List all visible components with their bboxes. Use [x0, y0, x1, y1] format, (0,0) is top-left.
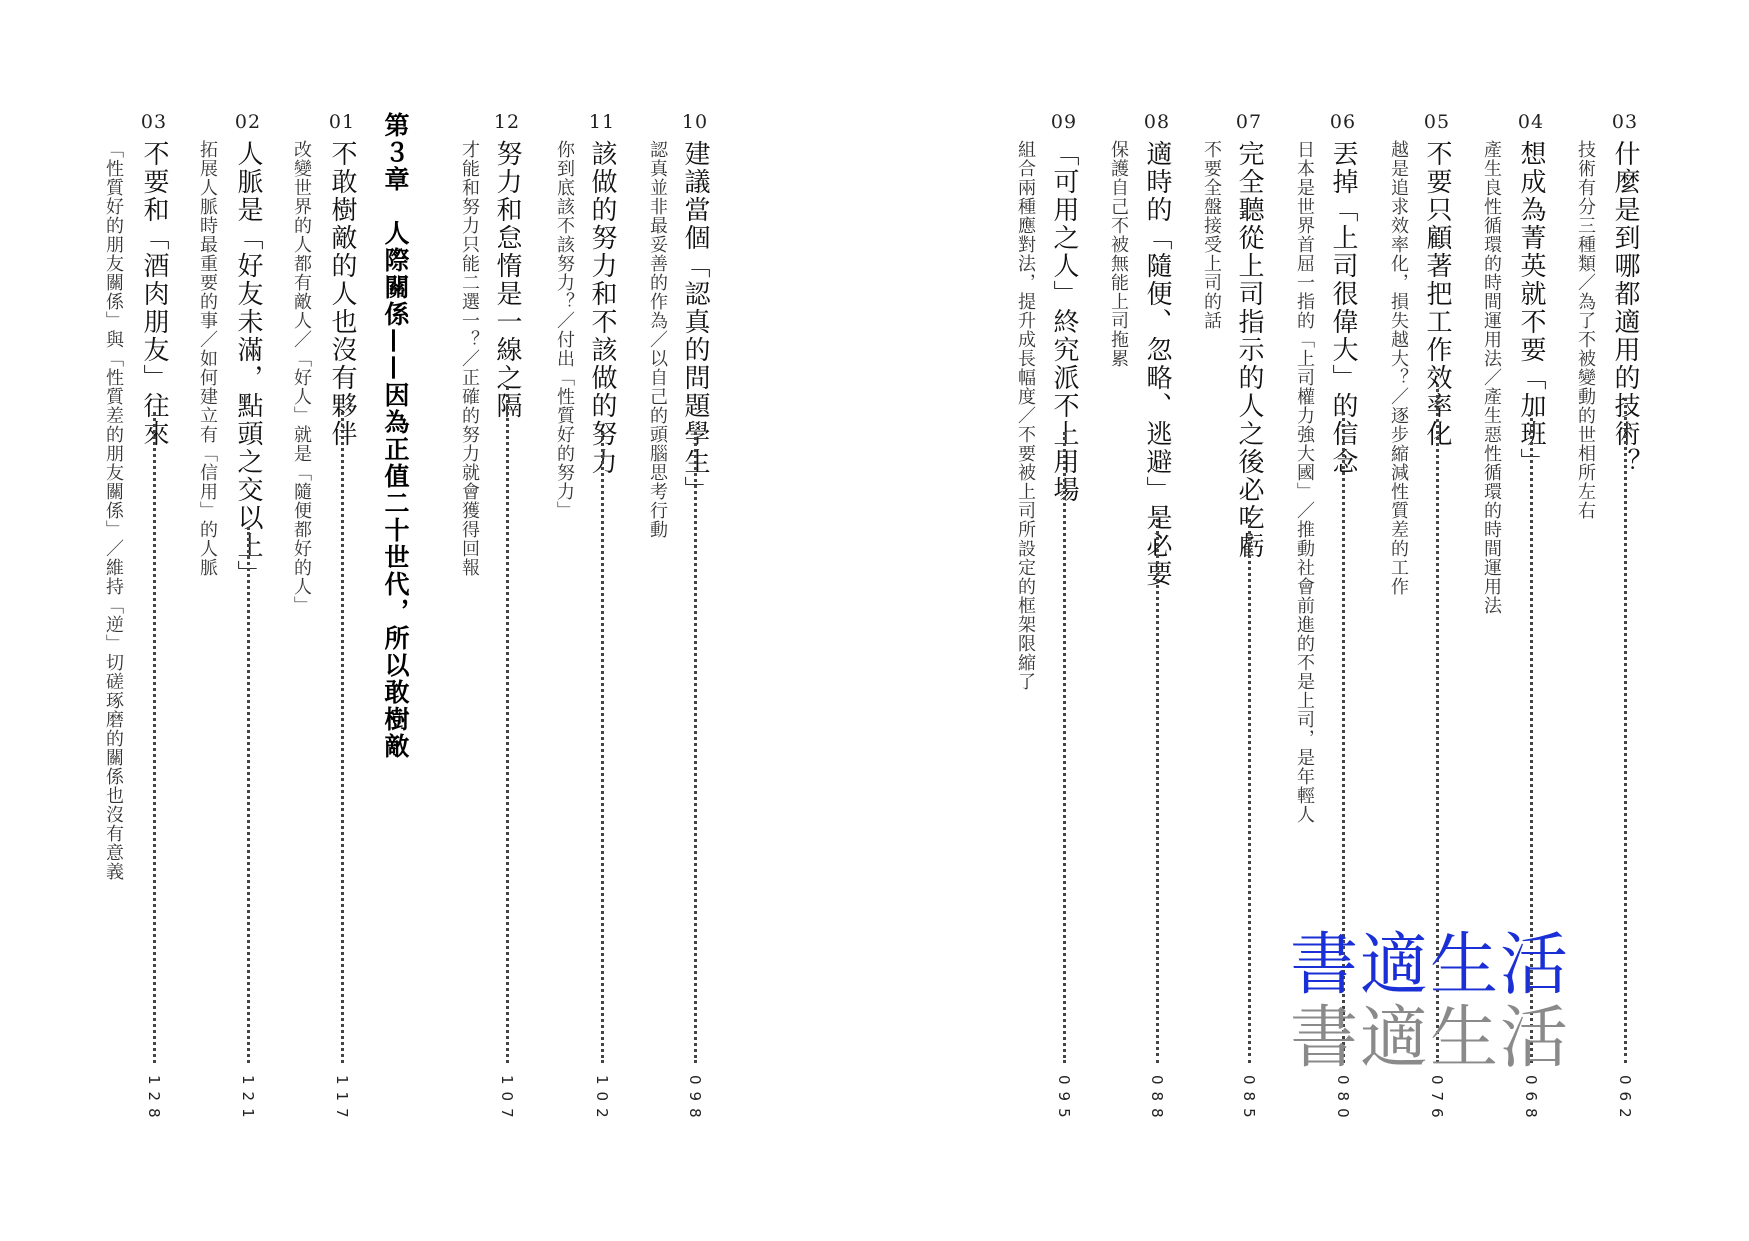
entry-subtitle: 產生良性循環的時間運用法／產生惡性循環的時間運用法: [1481, 140, 1502, 615]
page-number: 062: [1616, 1075, 1634, 1125]
dot-leader: [341, 412, 344, 1063]
page-number: 128: [145, 1075, 163, 1125]
entry-subtitle: 保護自己不被無能上司拖累: [1108, 140, 1129, 368]
page-number: 102: [593, 1075, 611, 1125]
page-number: 088: [1148, 1075, 1166, 1125]
entry-number: 03: [1611, 111, 1639, 133]
entry-title: 想成為菁英就不要「加班」: [1516, 140, 1546, 476]
entry-number: 02: [234, 111, 262, 133]
entry-number: 04: [1517, 111, 1545, 133]
page-number: 068: [1522, 1075, 1540, 1125]
entry-subtitle: 改變世界的人都有敵人／「好人」就是「隨便都好的人」: [291, 140, 312, 615]
entry-number: 07: [1235, 111, 1263, 133]
page-number: 076: [1428, 1075, 1446, 1125]
entry-title: 建議當個「認真的問題學生」: [680, 140, 710, 504]
entry-subtitle: 越是追求效率化，損失越大？／逐步縮減性質差的工作: [1388, 140, 1409, 596]
dot-leader: [694, 432, 697, 1063]
entry-subtitle: 「性質好的朋友關係」與「性質差的朋友關係」／維持「逆」切磋琢磨的關係也沒有意義: [103, 140, 124, 881]
dot-leader: [601, 432, 604, 1063]
dot-leader: [1063, 432, 1066, 1063]
entry-title: 努力和怠惰是一線之隔: [492, 140, 522, 420]
entry-subtitle: 拓展人脈時最重要的事／如何建立有「信用」的人脈: [197, 140, 218, 577]
dot-leader: [153, 412, 156, 1063]
page-number: 107: [498, 1075, 516, 1125]
entry-number: 06: [1329, 111, 1357, 133]
dot-leader: [506, 387, 509, 1063]
entry-subtitle: 組合兩種應對法，提升成長幅度／不要被上司所設定的框架限縮了: [1015, 140, 1036, 691]
page-number: 098: [686, 1075, 704, 1125]
entry-number: 09: [1050, 111, 1078, 133]
entry-title: 人脈是「好友未滿，點頭之交以上」: [233, 140, 263, 588]
dot-leader: [1156, 512, 1159, 1063]
publisher-watermark-shadow: 書適生活: [1290, 999, 1571, 1078]
dot-leader: [1248, 512, 1251, 1063]
page-number: 085: [1240, 1075, 1258, 1125]
page-number: 121: [239, 1075, 257, 1125]
entry-title: 完全聽從上司指示的人之後必吃虧: [1234, 140, 1264, 560]
page-number: 117: [333, 1075, 351, 1125]
entry-title: 不要只顧著把工作效率化: [1422, 140, 1452, 448]
entry-number: 05: [1423, 111, 1451, 133]
entry-title: 丟掉「上司很偉大」的信念: [1328, 140, 1358, 476]
entry-subtitle: 你到底該不該努力？／付出「性質好的努力」: [554, 140, 575, 520]
entry-title: 適時的「隨便、忽略、逃避」是必要: [1142, 140, 1172, 588]
entry-subtitle: 才能和努力只能二選一？／正確的努力就會獲得回報: [459, 140, 480, 577]
entry-subtitle: 不要全盤接受上司的話: [1201, 140, 1222, 330]
entry-number: 12: [493, 111, 521, 133]
chapter-heading: 第３章 人際關係——因為正值二十世代，所以敢樹敵: [381, 112, 410, 760]
entry-number: 03: [140, 111, 168, 133]
entry-title: 不敢樹敵的人也沒有夥伴: [327, 140, 357, 448]
dot-leader: [247, 527, 250, 1063]
entry-number: 01: [328, 111, 356, 133]
page-number: 095: [1055, 1075, 1073, 1125]
entry-subtitle: 日本是世界首屈一指的「上司權力強大國」／推動社會前進的不是上司，是年輕人: [1294, 140, 1315, 824]
entry-title: 不要和「酒肉朋友」往來: [139, 140, 169, 448]
entry-title: 「可用之人」終究派不上用場: [1049, 140, 1079, 504]
entry-number: 10: [681, 111, 709, 133]
entry-title: 該做的努力和不該做的努力: [587, 140, 617, 476]
dot-leader: [1624, 398, 1627, 1063]
entry-subtitle: 技術有分三種類／為了不被變動的世相所左右: [1575, 140, 1596, 520]
entry-subtitle: 認真並非最妥善的作為／以自己的頭腦思考行動: [647, 140, 668, 539]
publisher-watermark: 書適生活: [1290, 926, 1571, 1005]
entry-title: 什麼是到哪都適用的技術？: [1610, 140, 1640, 476]
page-number: 080: [1334, 1075, 1352, 1125]
entry-number: 08: [1143, 111, 1171, 133]
entry-number: 11: [588, 111, 616, 133]
